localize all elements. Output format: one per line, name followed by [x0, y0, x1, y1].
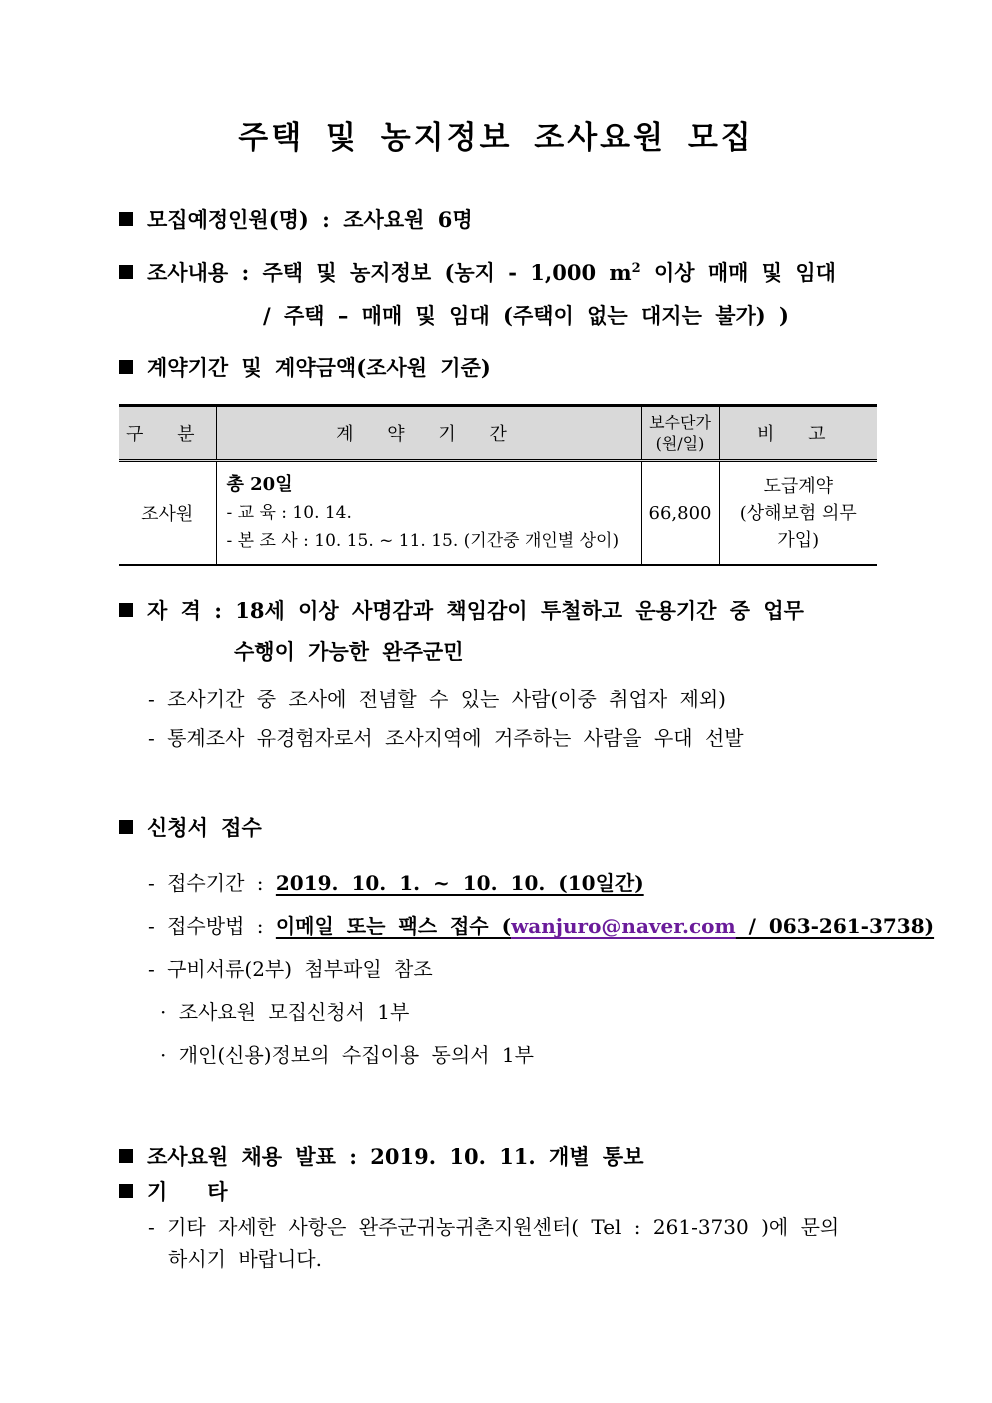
note-line2: (상해보험 의무 [739, 502, 857, 524]
contract-heading-text: 계약기간 및 계약금액(조사원 기준) [147, 355, 491, 380]
square-bullet-icon [119, 820, 133, 834]
qualification-line1 [119, 595, 804, 625]
cell-period [216, 461, 641, 566]
cell-pay: 66,800 [641, 461, 719, 566]
header-pay: 보수단가 (원/일) [641, 406, 719, 461]
survey-content-line1 [119, 257, 836, 287]
header-period: 계 약 기 간 [216, 406, 641, 461]
square-bullet-icon [119, 603, 133, 617]
etc-heading-text: 기 타 [147, 1179, 228, 1204]
etc-line1: - 기타 자세한 사항은 완주군귀농귀촌지원센터( Tel : 261-3730 )에 문의 [148, 1215, 840, 1239]
fax-number: / 063-261-3738) [735, 914, 935, 938]
etc-line2: 하시기 바랍니다. [168, 1247, 322, 1271]
qualification-text: 자 격 : 18세 이상 사명감과 책임감이 투철하고 운용기간 중 업무 [147, 598, 804, 623]
note-line3: 가입) [777, 529, 820, 551]
square-bullet-icon [119, 1149, 133, 1163]
period-education: - 교 육 : 10. 14. [226, 503, 352, 523]
application-period-value: 2019. 10. 1. ~ 10. 10. (10일간) [275, 871, 644, 895]
qualification-sub2: - 통계조사 유경험자로서 조사지역에 거주하는 사람을 우대 선발 [148, 726, 744, 750]
survey-content-text-suffix: 이상 매매 및 임대 [640, 260, 836, 285]
recruit-count [119, 204, 473, 234]
square-bullet-icon [119, 360, 133, 374]
application-heading-text: 신청서 접수 [147, 815, 262, 840]
application-method-label: - 접수방법 : [148, 914, 276, 938]
survey-content-text: 조사내용 : 주택 및 농지정보 (농지 - 1,000 m [147, 260, 632, 285]
superscript-two: 2 [631, 261, 641, 276]
document-item-1: · 조사요원 모집신청서 1부 [160, 1000, 410, 1024]
qualification-sub1: - 조사기간 중 조사에 전념할 수 있는 사람(이중 취업자 제외) [148, 687, 726, 711]
required-documents: - 구비서류(2부) 첨부파일 참조 [148, 957, 433, 981]
header-note: 비 고 [719, 406, 877, 461]
page-title: 주택 및 농지정보 조사요원 모집 [238, 120, 754, 156]
application-period-label: - 접수기간 : [148, 871, 276, 895]
square-bullet-icon [119, 212, 133, 226]
qualification-line2: 수행이 가능한 완주군민 [234, 639, 464, 664]
application-method-value: 이메일 또는 팩스 접수 ( [275, 914, 512, 938]
email-link[interactable]: wanjuro@naver.com [511, 914, 736, 938]
announcement [119, 1141, 644, 1171]
cell-note [719, 461, 877, 566]
header-category: 구 분 [119, 406, 216, 461]
contract-heading [119, 352, 491, 382]
document-item-2: · 개인(신용)정보의 수집이용 동의서 1부 [160, 1043, 534, 1067]
cell-type: 조사원 [119, 461, 216, 566]
period-main-survey: - 본 조 사 : 10. 15. ~ 11. 15. (기간중 개인별 상이) [226, 531, 620, 551]
table-header-row [119, 406, 877, 461]
application-method [148, 910, 934, 939]
square-bullet-icon [119, 265, 133, 279]
contract-table [119, 404, 877, 566]
table-row [119, 461, 877, 566]
recruit-count-text: 모집예정인원(명) : 조사요원 6명 [147, 207, 473, 232]
announcement-text: 조사요원 채용 발표 : 2019. 10. 11. 개별 통보 [147, 1144, 644, 1169]
etc-heading [119, 1176, 228, 1206]
application-heading [119, 812, 262, 842]
survey-content-line2: / 주택 – 매매 및 임대 (주택이 없는 대지는 불가) ) [263, 303, 789, 328]
period-total: 총 20일 [226, 474, 293, 495]
square-bullet-icon [119, 1184, 133, 1198]
note-line1: 도급계약 [763, 475, 834, 497]
application-period [148, 867, 644, 896]
